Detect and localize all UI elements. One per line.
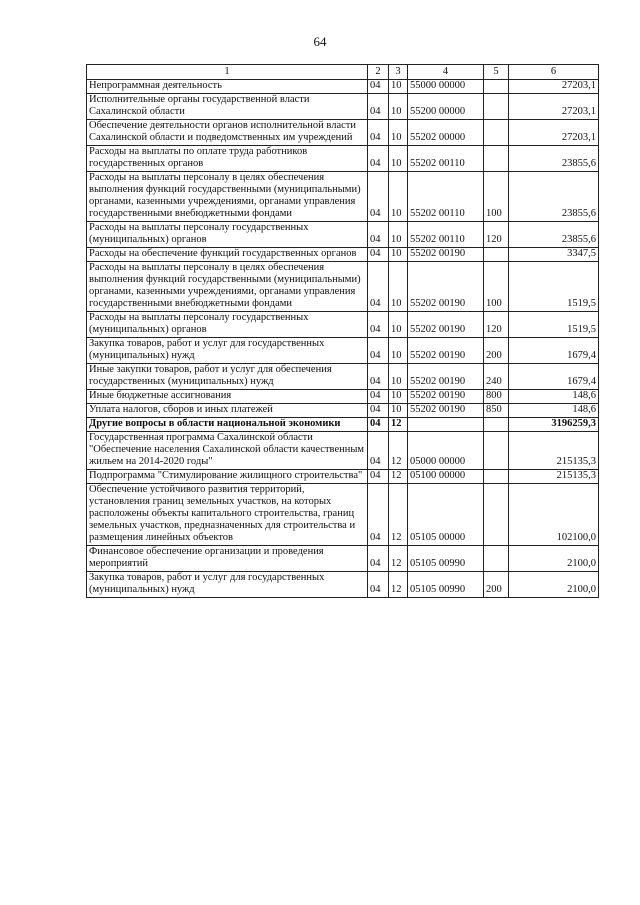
table-row: [87, 484, 599, 546]
target-article-code-cell: 05105 00990: [408, 546, 484, 572]
expense-name-cell: Подпрограмма "Стимулирование жилищного строительства": [87, 470, 368, 484]
expense-type-code-cell: [484, 80, 509, 94]
budget-table: [86, 64, 599, 598]
expense-name-cell: Иные бюджетные ассигнования: [87, 390, 368, 404]
section-code-cell: 04: [368, 146, 389, 172]
subsection-code-cell: 10: [389, 80, 408, 94]
amount-cell: 1679,4: [509, 364, 599, 390]
header-cell: 4: [408, 65, 484, 80]
expense-name-cell: Расходы на выплаты персоналу государственных (муниципальных) органов: [87, 312, 368, 338]
section-code-cell: 04: [368, 172, 389, 222]
section-code-cell: 04: [368, 312, 389, 338]
expense-name-cell: Расходы на выплаты персоналу в целях обеспечения выполнения функций государственными (муниципальными) органами, казенными учреждениями, органами управления государственными внебюджетными фондами: [87, 262, 368, 312]
amount-cell: 27203,1: [509, 94, 599, 120]
target-article-code-cell: 55200 00000: [408, 94, 484, 120]
subsection-code-cell: 12: [389, 572, 408, 598]
expense-type-code-cell: 120: [484, 312, 509, 338]
expense-type-code-cell: [484, 120, 509, 146]
subsection-code-cell: 12: [389, 418, 408, 432]
section-code-cell: 04: [368, 470, 389, 484]
expense-name-cell: Другие вопросы в области национальной экономики: [87, 418, 368, 432]
target-article-code-cell: 55202 00190: [408, 248, 484, 262]
subsection-code-cell: 12: [389, 432, 408, 470]
expense-type-code-cell: 100: [484, 262, 509, 312]
table-header-row: [87, 65, 599, 80]
amount-cell: 1519,5: [509, 262, 599, 312]
expense-type-code-cell: 240: [484, 364, 509, 390]
expense-type-code-cell: 850: [484, 404, 509, 418]
table-row: [87, 120, 599, 146]
expense-type-code-cell: [484, 546, 509, 572]
amount-cell: 3347,5: [509, 248, 599, 262]
target-article-code-cell: 05100 00000: [408, 470, 484, 484]
section-code-cell: 04: [368, 120, 389, 146]
section-code-cell: 04: [368, 262, 389, 312]
expense-name-cell: Непрограммная деятельность: [87, 80, 368, 94]
expense-type-code-cell: 200: [484, 338, 509, 364]
subsection-code-cell: 12: [389, 470, 408, 484]
subsection-code-cell: 10: [389, 222, 408, 248]
table-row: [87, 572, 599, 598]
table-row: [87, 248, 599, 262]
subsection-code-cell: 10: [389, 390, 408, 404]
expense-name-cell: Обеспечение устойчивого развития территорий, установления границ земельных участков, на которых расположены объекты капитального строительства, границ земельных участков, предназначенных для строительства и размещения линейных объектов: [87, 484, 368, 546]
expense-type-code-cell: 200: [484, 572, 509, 598]
table-row: [87, 94, 599, 120]
subsection-code-cell: 10: [389, 146, 408, 172]
expense-name-cell: Закупка товаров, работ и услуг для государственных (муниципальных) нужд: [87, 338, 368, 364]
target-article-code-cell: 05105 00000: [408, 484, 484, 546]
table-row: [87, 418, 599, 432]
target-article-code-cell: 05000 00000: [408, 432, 484, 470]
amount-cell: 3196259,3: [509, 418, 599, 432]
expense-type-code-cell: 800: [484, 390, 509, 404]
expense-name-cell: Обеспечение деятельности органов исполнительной власти Сахалинской области и подведомственных им учреждений: [87, 120, 368, 146]
amount-cell: 27203,1: [509, 120, 599, 146]
subsection-code-cell: 10: [389, 338, 408, 364]
table-row: [87, 364, 599, 390]
section-code-cell: 04: [368, 432, 389, 470]
expense-name-cell: Расходы на выплаты персоналу государственных (муниципальных) органов: [87, 222, 368, 248]
amount-cell: 23855,6: [509, 146, 599, 172]
table-row: [87, 146, 599, 172]
table-row: [87, 80, 599, 94]
amount-cell: 23855,6: [509, 172, 599, 222]
target-article-code-cell: 55202 00190: [408, 262, 484, 312]
amount-cell: 215135,3: [509, 470, 599, 484]
amount-cell: 2100,0: [509, 546, 599, 572]
section-code-cell: 04: [368, 484, 389, 546]
amount-cell: 148,6: [509, 404, 599, 418]
table-row: [87, 404, 599, 418]
target-article-code-cell: [408, 418, 484, 432]
table-body: [87, 80, 599, 598]
section-code-cell: 04: [368, 94, 389, 120]
header-cell: 5: [484, 65, 509, 80]
table-row: [87, 222, 599, 248]
target-article-code-cell: 55202 00110: [408, 172, 484, 222]
subsection-code-cell: 10: [389, 172, 408, 222]
expense-type-code-cell: [484, 432, 509, 470]
expense-type-code-cell: [484, 418, 509, 432]
subsection-code-cell: 10: [389, 364, 408, 390]
section-code-cell: 04: [368, 80, 389, 94]
target-article-code-cell: 55202 00110: [408, 146, 484, 172]
table-row: [87, 470, 599, 484]
expense-type-code-cell: 100: [484, 172, 509, 222]
target-article-code-cell: 55202 00190: [408, 338, 484, 364]
target-article-code-cell: 55202 00190: [408, 364, 484, 390]
section-code-cell: 04: [368, 390, 389, 404]
section-code-cell: 04: [368, 546, 389, 572]
table-row: [87, 338, 599, 364]
table-row: [87, 390, 599, 404]
expense-name-cell: Иные закупки товаров, работ и услуг для обеспечения государственных (муниципальных) нужд: [87, 364, 368, 390]
table-row: [87, 172, 599, 222]
subsection-code-cell: 12: [389, 546, 408, 572]
amount-cell: 23855,6: [509, 222, 599, 248]
target-article-code-cell: 55202 00190: [408, 312, 484, 338]
target-article-code-cell: 05105 00990: [408, 572, 484, 598]
expense-type-code-cell: [484, 470, 509, 484]
header-cell: 3: [389, 65, 408, 80]
table-row: [87, 432, 599, 470]
section-code-cell: 04: [368, 572, 389, 598]
target-article-code-cell: 55202 00190: [408, 390, 484, 404]
amount-cell: 148,6: [509, 390, 599, 404]
target-article-code-cell: 55202 00000: [408, 120, 484, 146]
table-row: [87, 312, 599, 338]
expense-type-code-cell: [484, 248, 509, 262]
expense-name-cell: Государственная программа Сахалинской области "Обеспечение населения Сахалинской области качественным жильем на 2014-2020 годы": [87, 432, 368, 470]
subsection-code-cell: 10: [389, 94, 408, 120]
subsection-code-cell: 10: [389, 248, 408, 262]
section-code-cell: 04: [368, 222, 389, 248]
amount-cell: 27203,1: [509, 80, 599, 94]
table-row: [87, 262, 599, 312]
expense-name-cell: Расходы на выплаты персоналу в целях обеспечения выполнения функций государственными (муниципальными) органами, казенными учреждениями, органами управления государственными внебюджетными фондами: [87, 172, 368, 222]
section-code-cell: 04: [368, 364, 389, 390]
header-cell: 6: [509, 65, 599, 80]
subsection-code-cell: 10: [389, 262, 408, 312]
amount-cell: 102100,0: [509, 484, 599, 546]
subsection-code-cell: 12: [389, 484, 408, 546]
expense-name-cell: Закупка товаров, работ и услуг для государственных (муниципальных) нужд: [87, 572, 368, 598]
section-code-cell: 04: [368, 248, 389, 262]
table-row: [87, 546, 599, 572]
expense-name-cell: Расходы на обеспечение функций государственных органов: [87, 248, 368, 262]
amount-cell: 2100,0: [509, 572, 599, 598]
section-code-cell: 04: [368, 404, 389, 418]
subsection-code-cell: 10: [389, 404, 408, 418]
expense-type-code-cell: [484, 94, 509, 120]
header-cell: 2: [368, 65, 389, 80]
expense-name-cell: Уплата налогов, сборов и иных платежей: [87, 404, 368, 418]
header-cell: 1: [87, 65, 368, 80]
target-article-code-cell: 55000 00000: [408, 80, 484, 94]
target-article-code-cell: 55202 00190: [408, 404, 484, 418]
section-code-cell: 04: [368, 338, 389, 364]
expense-name-cell: Расходы на выплаты по оплате труда работников государственных органов: [87, 146, 368, 172]
amount-cell: 1519,5: [509, 312, 599, 338]
subsection-code-cell: 10: [389, 312, 408, 338]
expense-type-code-cell: [484, 146, 509, 172]
section-code-cell: 04: [368, 418, 389, 432]
expense-type-code-cell: 120: [484, 222, 509, 248]
expense-type-code-cell: [484, 484, 509, 546]
page-number: 64: [313, 34, 327, 49]
target-article-code-cell: 55202 00110: [408, 222, 484, 248]
expense-name-cell: Финансовое обеспечение организации и проведения мероприятий: [87, 546, 368, 572]
subsection-code-cell: 10: [389, 120, 408, 146]
expense-name-cell: Исполнительные органы государственной власти Сахалинской области: [87, 94, 368, 120]
amount-cell: 215135,3: [509, 432, 599, 470]
amount-cell: 1679,4: [509, 338, 599, 364]
